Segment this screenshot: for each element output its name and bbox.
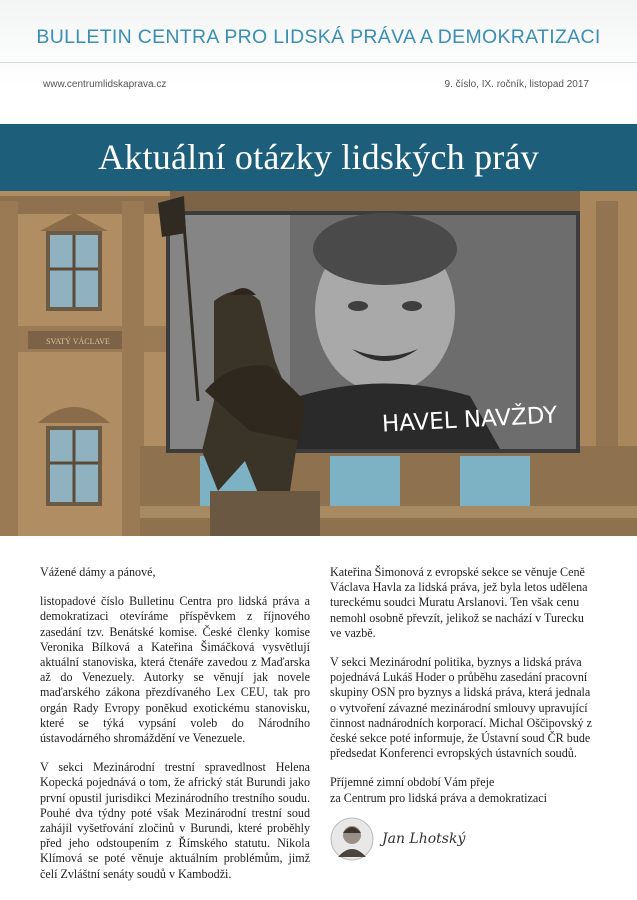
paragraph-criminal-justice: V sekci Mezinárodní trestní spravedlnost Helena Kopecká pojednává o tom, že africký stát Burundi jako první opustil jurisdikci Mezinárodního trestního soudu. Pouhé dva týdny poté však Mezinárodní trestní soud zahájil vyšetřování zločinů v Burundi, které proběhly před jeho odstoupením z Římského statutu. Nikola Klímová se poté věnuje aktuálním problémům, jimž čelí Zvláštní senáty soudů v Kambodži. bbox=[40, 760, 310, 881]
closing bbox=[330, 775, 598, 805]
closing-line-1: Příjemné zimní období Vám přeje bbox=[330, 775, 495, 790]
greeting: Vážené dámy a pánové, bbox=[40, 565, 156, 579]
paragraph-business-human-rights: V sekci Mezinárodní politika, byznys a lidská práva pojednává Lukáš Hoder o průběhu zasedání pracovní skupiny OSN pro byznys a lidská práva, která jednala o vytvoření závazné mezinárodní smlouvy upravující činnost nadnárodních korporací. Michal Oščipovský z české sekce poté informuje, že Ústavní soud ČR bude předsedat Konferenci evropských ústavních soudů. bbox=[330, 655, 592, 761]
paragraph-european-section: Kateřina Šimonová z evropské sekce se věnuje Ceně Václava Havla za lidská práva, jež byla letos udělena tureckému soudci Muratu Arslanovi. Ten však cenu nemohl osobně převzít, jelikož se nachází v Turecku ve vazbě. bbox=[330, 565, 588, 640]
bulletin-title: BULLETIN CENTRA PRO LIDSKÁ PRÁVA A DEMOKRATIZACI bbox=[36, 26, 601, 48]
issue-info: 9. číslo, IX. ročník, listopad 2017 bbox=[444, 79, 589, 90]
signature-block bbox=[330, 815, 590, 863]
masthead-band bbox=[0, 0, 637, 122]
paragraph-intro: listopadové číslo Bulletinu Centra pro lidská práva a demokratizaci otevíráme příspěvkem z říjnového zasedání tzv. Benátské komise. České členky komise Veronika Bílková a Kateřina Šimáčková vysvětlují aktuální stanoviska, která čtenáře zavedou z Maďarska až do Venezuely. Autorky se věnují jak novele maďarského zákona přezdívaného Lex CEU, tak pro orgán Rady Evropy poněkud exotickému stanovisku, které se týká vypsání voleb do Národního ústavodárného shromáždění ve Venezuele. bbox=[40, 594, 310, 746]
letter-left-column bbox=[40, 565, 310, 896]
author-avatar bbox=[330, 817, 374, 861]
website-link[interactable]: www.centrumlidskaprava.cz bbox=[43, 79, 167, 90]
facade-inscription: SVATÝ VÁCLAVE bbox=[46, 337, 110, 346]
signature-name: Jan Lhotský bbox=[382, 831, 466, 847]
cover-photo bbox=[0, 191, 637, 536]
closing-line-2: za Centrum pro lidská práva a demokratizaci bbox=[330, 790, 547, 805]
page-headline: Aktuální otázky lidských práv bbox=[98, 137, 539, 177]
letter-right-column bbox=[330, 565, 598, 820]
masthead-divider bbox=[0, 62, 637, 63]
banner-caption: HAVEL NAVŽDY bbox=[381, 402, 558, 438]
